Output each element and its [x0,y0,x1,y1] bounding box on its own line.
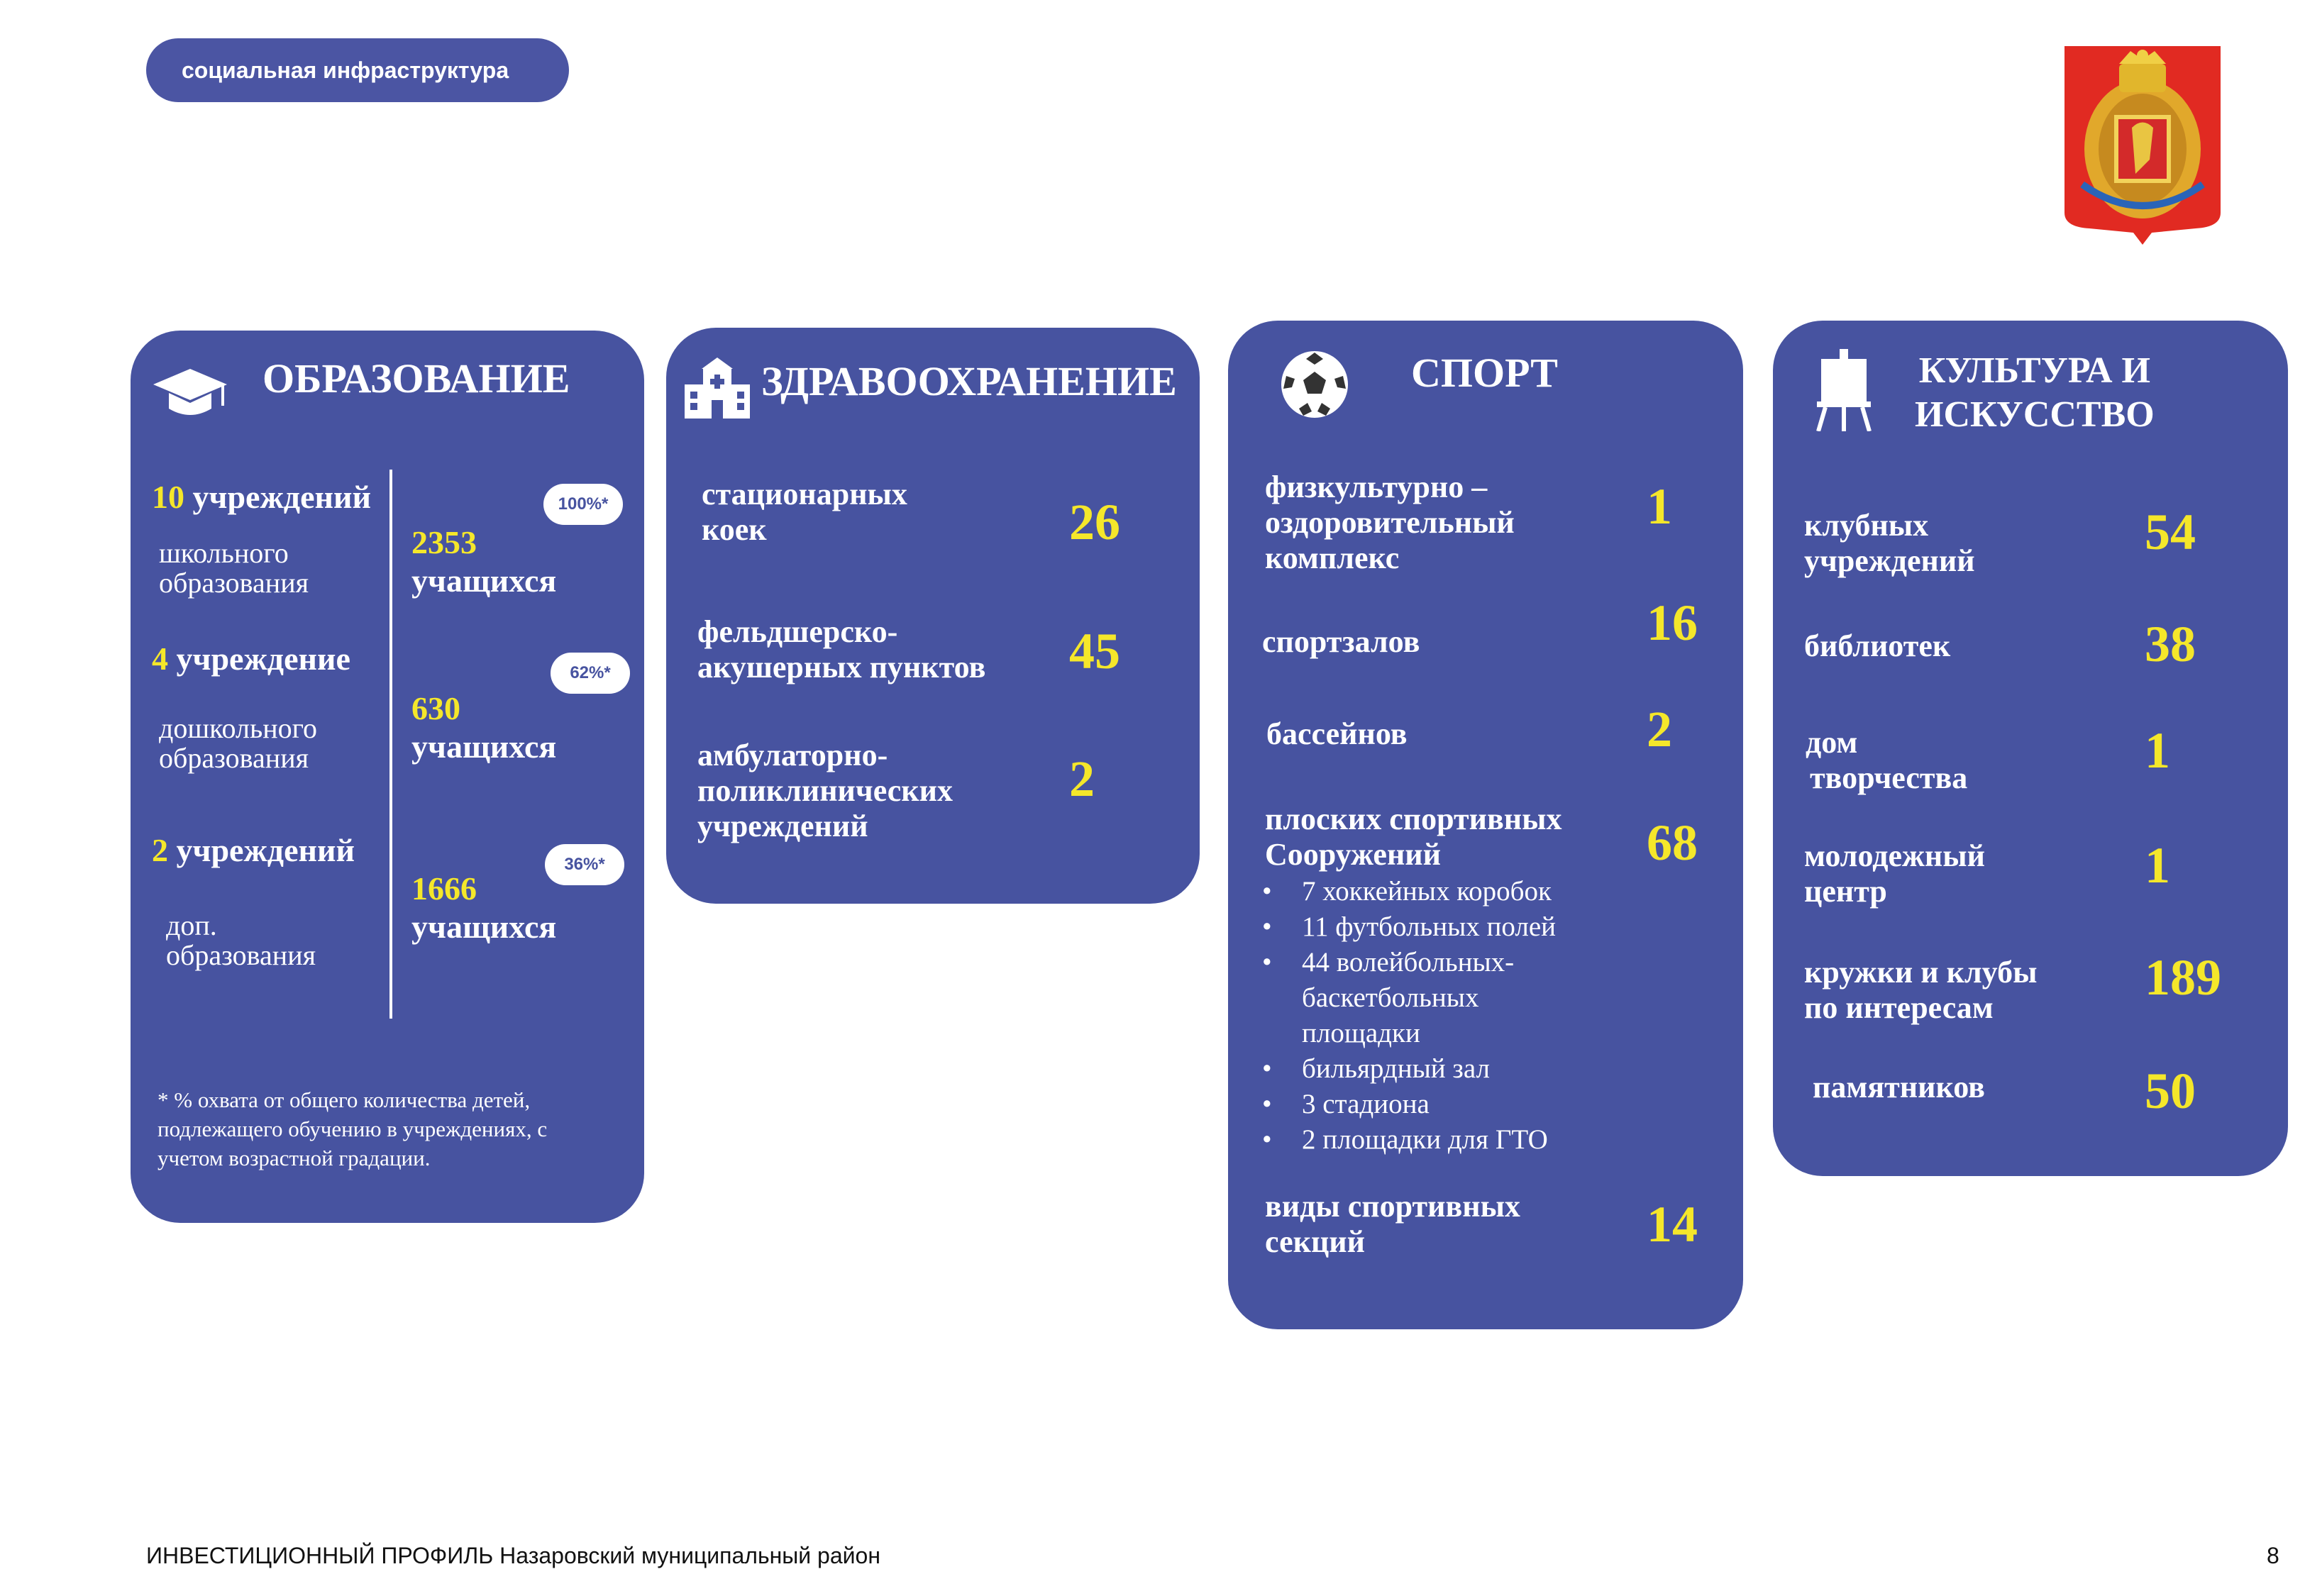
label-line: кружки и клубы [1804,955,2038,990]
label-line: поликлинических [697,773,953,808]
culture-item-label [1813,1070,1985,1105]
education-footnote [157,1085,547,1173]
title-line: КУЛЬТУРА И [1918,350,2150,391]
label-line: бассейнов [1266,716,1408,751]
health-item-label [697,738,953,844]
footer-caps: ИНВЕСТИЦИОННЫЙ ПРОФИЛЬ [146,1543,494,1568]
students-label: учащихся [411,728,557,765]
label-line: молодежный [1804,838,1985,873]
label-line: спортзалов [1262,624,1420,659]
students-count [411,870,556,946]
education-item-desc [159,538,309,598]
footnote-line: * % охвата от общего количества детей, [157,1087,531,1112]
label-line: физкультурно – [1265,470,1488,504]
culture-card [1773,321,2288,1176]
students-number: 630 [411,690,460,726]
sport-item-label [1266,716,1408,752]
culture-title [1915,349,2155,437]
sport-item-value: 14 [1647,1196,1698,1253]
education-item-desc [166,911,316,970]
culture-item-label [1804,628,1950,664]
sport-facilities-list [1262,874,1617,1158]
institution-unit: учреждений [192,479,371,515]
label-line: учреждений [1804,543,1975,578]
list-item: • 7 хоккейных коробок [1262,874,1617,909]
list-item: • бильярдный зал [1262,1051,1617,1087]
culture-item-value: 54 [2145,504,2196,560]
desc-line: образования [159,567,309,599]
health-title: ЗДРАВООХРАНЕНИЕ [761,358,1177,404]
label-line: виды спортивных [1265,1189,1520,1224]
sport-item-label [1262,624,1420,660]
label-line: учреждений [697,809,868,843]
label-line: Сооружений [1265,837,1441,872]
health-item-value: 2 [1069,750,1095,807]
sport-item-label [1265,802,1561,872]
label-line: дом [1806,725,1858,760]
sport-item-value: 68 [1647,814,1698,871]
health-item-value: 26 [1069,494,1120,550]
desc-line: образования [166,939,316,971]
education-item-institutions [152,641,350,677]
coverage-badge: 62%* [551,653,630,694]
label-line: плоских спортивных [1265,802,1562,836]
culture-item-label [1804,508,1975,579]
sport-card [1228,321,1743,1329]
desc-line: доп. [166,909,217,941]
culture-item-value: 38 [2145,616,2196,672]
students-count [411,523,556,600]
label-line: акушерных пунктов [697,650,986,685]
education-card [131,331,644,1223]
culture-item-value: 1 [2145,722,2170,779]
education-item-desc [159,714,317,773]
coverage-badge: 36%* [545,844,624,885]
culture-item-label [1806,725,1967,796]
list-item: • 44 волейбольных-баскетбольных площадки [1262,945,1571,1051]
sport-item-value: 16 [1647,594,1698,651]
education-item-institutions [152,480,371,515]
institution-unit: учреждение [176,641,350,677]
culture-item-value: 50 [2145,1063,2196,1119]
label-line: секций [1265,1224,1366,1259]
sport-item-label [1265,1189,1520,1260]
coat-of-arms-icon [2061,43,2224,245]
education-item-institutions [152,833,355,868]
sport-item-value: 1 [1647,478,1672,535]
sport-title: СПОРТ [1411,350,1558,396]
list-item: • 3 стадиона [1262,1087,1617,1122]
culture-item-label [1804,838,1985,909]
footnote-line: учетом возрастной градации. [157,1146,431,1170]
label-line: фельдшерско- [697,614,898,649]
label-line: памятников [1813,1070,1985,1104]
label-line: комплекс [1265,541,1400,575]
health-item-value: 45 [1069,623,1120,680]
label-line: творчества [1810,760,1968,795]
institution-count: 2 [152,832,168,868]
footer-title [146,1543,880,1569]
footer-rest: Назаровский муниципальный район [499,1543,880,1568]
institution-count: 4 [152,641,168,677]
students-count [411,689,556,766]
soccer-ball-icon [1279,349,1350,420]
label-line: амбулаторно- [697,738,888,772]
hospital-icon [682,356,753,421]
easel-icon [1815,349,1872,431]
label-line: стационарных [702,477,907,511]
education-divider [389,470,392,1019]
list-item: • 11 футбольных полей [1262,909,1617,945]
health-item-label [697,614,985,685]
culture-item-value: 189 [2145,949,2221,1006]
footnote-line: подлежащего обучению в учреждениях, с [157,1116,548,1141]
sport-item-label [1265,470,1515,576]
page-number: 8 [2267,1543,2279,1568]
students-label: учащихся [411,909,557,945]
desc-line: образования [159,742,309,774]
institution-count: 10 [152,479,184,515]
label-line: коек [702,512,767,547]
desc-line: дошкольного [159,712,318,744]
coverage-badge: 100%* [543,484,623,525]
list-item: • 2 площадки для ГТО [1262,1122,1617,1158]
culture-item-label [1804,955,2037,1026]
education-title: ОБРАЗОВАНИЕ [262,355,570,401]
desc-line: школьного [159,537,289,569]
label-line: библиотек [1804,628,1951,663]
health-card [666,328,1200,904]
health-item-label [702,477,907,548]
graduation-cap-icon [150,365,230,423]
label-line: клубных [1804,508,1929,543]
section-label: социальная инфраструктура [146,38,569,102]
label-line: центр [1804,874,1887,909]
culture-item-value: 1 [2145,837,2170,894]
label-line: оздоровительный [1265,505,1515,540]
label-line: по интересам [1804,990,1994,1025]
students-number: 2353 [411,524,477,560]
students-label: учащихся [411,563,557,599]
title-line: ИСКУССТВО [1915,394,2155,435]
institution-unit: учреждений [176,832,355,868]
sport-item-value: 2 [1647,701,1672,758]
students-number: 1666 [411,870,477,907]
